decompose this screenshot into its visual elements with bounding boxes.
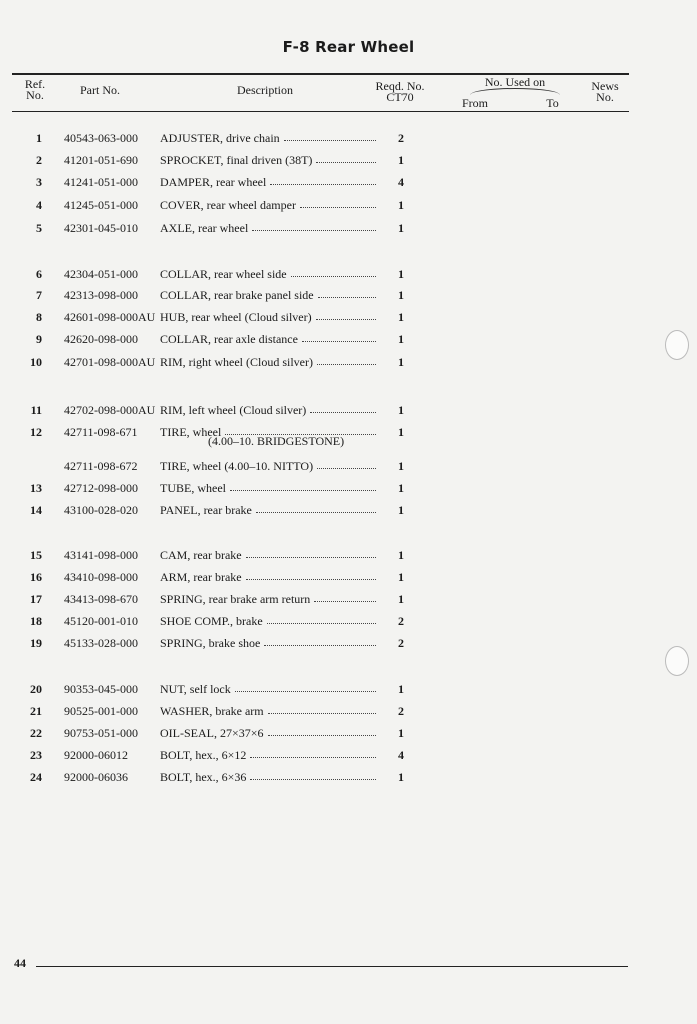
required-quantity: 1 xyxy=(398,332,404,346)
required-quantity: 1 xyxy=(398,425,404,439)
ref-number: 4 xyxy=(36,198,42,212)
ref-number: 9 xyxy=(36,332,42,346)
binder-hole xyxy=(665,330,689,360)
required-quantity: 1 xyxy=(398,481,404,495)
header-from: From xyxy=(461,96,488,110)
part-number: 42620-098-000 xyxy=(64,332,138,346)
part-number: 43413-098-670 xyxy=(64,592,138,606)
page-title: F-8 Rear Wheel xyxy=(282,38,415,56)
table-row xyxy=(0,355,697,371)
part-number: 41245-051-000 xyxy=(64,198,138,212)
table-row xyxy=(0,198,697,214)
required-quantity: 1 xyxy=(398,592,404,606)
ref-number: 16 xyxy=(30,570,42,584)
leader-dots xyxy=(314,601,376,602)
part-description: COLLAR, rear wheel side xyxy=(160,267,287,281)
table-row xyxy=(0,770,697,786)
part-description: NUT, self lock xyxy=(160,682,231,696)
part-description: RIM, right wheel (Cloud silver) xyxy=(160,355,313,369)
required-quantity: 1 xyxy=(398,459,404,473)
header-description: Description xyxy=(237,83,293,97)
part-number: 42301-045-010 xyxy=(64,221,138,235)
part-description: COLLAR, rear brake panel side xyxy=(160,288,314,302)
footer-rule xyxy=(36,966,628,967)
leader-dots xyxy=(270,184,376,185)
leader-dots xyxy=(310,412,376,413)
part-description: AXLE, rear wheel xyxy=(160,221,249,235)
leader-dots xyxy=(284,140,376,141)
table-row xyxy=(0,267,697,283)
table-row xyxy=(0,726,697,742)
header-reqd-no xyxy=(365,81,435,103)
part-description: BOLT, hex., 6×36 xyxy=(160,770,247,784)
part-number: 41201-051-690 xyxy=(64,153,138,167)
ref-number: 18 xyxy=(30,614,42,628)
page-number: 44 xyxy=(14,956,26,970)
leader-dots xyxy=(300,207,376,208)
leader-dots xyxy=(235,691,376,692)
table-row xyxy=(0,503,697,519)
part-description: ADJUSTER, drive chain xyxy=(160,131,280,145)
part-number: 42701-098-000AU xyxy=(64,355,156,369)
leader-dots xyxy=(317,364,376,365)
part-number: 90525-001-000 xyxy=(64,704,138,718)
header-model: CT70 xyxy=(386,90,414,104)
ref-number: 17 xyxy=(30,592,42,606)
table-row xyxy=(0,221,697,237)
part-description: DAMPER, rear wheel xyxy=(160,175,267,189)
part-number: 45120-001-010 xyxy=(64,614,138,628)
leader-dots xyxy=(256,512,376,513)
header-to: To xyxy=(546,96,559,110)
ref-number: 24 xyxy=(30,770,42,784)
part-description: SHOE COMP., brake xyxy=(160,614,263,628)
required-quantity: 2 xyxy=(398,704,404,718)
part-number: 43141-098-000 xyxy=(64,548,138,562)
required-quantity: 1 xyxy=(398,770,404,784)
part-number: 42304-051-000 xyxy=(64,267,138,281)
required-quantity: 1 xyxy=(398,548,404,562)
part-description-continued: (4.00–10. BRIDGESTONE) xyxy=(208,434,345,448)
required-quantity: 1 xyxy=(398,503,404,517)
header-news-line2: No. xyxy=(596,90,614,104)
part-description: TUBE, wheel xyxy=(160,481,226,495)
ref-number: 11 xyxy=(30,403,42,417)
leader-dots xyxy=(230,490,376,491)
part-number: 43100-028-020 xyxy=(64,503,138,517)
ref-number: 12 xyxy=(30,425,42,439)
leader-dots xyxy=(267,623,376,624)
table-row xyxy=(0,636,697,652)
ref-number: 19 xyxy=(30,636,42,650)
required-quantity: 4 xyxy=(398,175,404,189)
part-description: PANEL, rear brake xyxy=(160,503,252,517)
part-description: TIRE, wheel (4.00–10. NITTO) xyxy=(160,459,314,473)
table-row xyxy=(0,425,697,441)
required-quantity: 1 xyxy=(398,288,404,302)
required-quantity: 1 xyxy=(398,682,404,696)
part-number: 40543-063-000 xyxy=(64,131,138,145)
leader-dots xyxy=(264,645,376,646)
required-quantity: 1 xyxy=(398,310,404,324)
ref-number: 6 xyxy=(36,267,42,281)
leader-dots xyxy=(302,341,376,342)
part-description: OIL-SEAL, 27×37×6 xyxy=(160,726,264,740)
header-ref xyxy=(20,79,50,101)
part-number: 92000-06036 xyxy=(64,770,128,784)
part-description: COVER, rear wheel damper xyxy=(160,198,296,212)
ref-number: 7 xyxy=(36,288,42,302)
part-description: TIRE, wheel xyxy=(160,425,222,439)
table-row xyxy=(0,481,697,497)
leader-dots xyxy=(318,297,376,298)
ref-number: 14 xyxy=(30,503,42,517)
part-number: 42711-098-671 xyxy=(64,425,138,439)
part-description: ARM, rear brake xyxy=(160,570,242,584)
required-quantity: 4 xyxy=(398,748,404,762)
ref-number: 8 xyxy=(36,310,42,324)
table-row xyxy=(0,682,697,698)
leader-dots xyxy=(246,579,376,580)
part-number: 90353-045-000 xyxy=(64,682,138,696)
required-quantity: 2 xyxy=(398,636,404,650)
required-quantity: 1 xyxy=(398,403,404,417)
part-number: 90753-051-000 xyxy=(64,726,138,740)
ref-number: 23 xyxy=(30,748,42,762)
part-description: SPRING, rear brake arm return xyxy=(160,592,311,606)
part-number: 42711-098-672 xyxy=(64,459,138,473)
part-number: 42702-098-000AU xyxy=(64,403,156,417)
table-row xyxy=(0,332,697,348)
ref-number: 21 xyxy=(30,704,42,718)
required-quantity: 1 xyxy=(398,726,404,740)
part-number: 92000-06012 xyxy=(64,748,128,762)
part-number: 42313-098-000 xyxy=(64,288,138,302)
part-description: SPROCKET, final driven (38T) xyxy=(160,153,313,167)
ref-number: 1 xyxy=(36,131,42,145)
leader-dots xyxy=(316,162,376,163)
table-row xyxy=(0,548,697,564)
header-part-no: Part No. xyxy=(80,83,120,97)
part-number: 41241-051-000 xyxy=(64,175,138,189)
ref-number: 20 xyxy=(30,682,42,696)
ref-number: 22 xyxy=(30,726,42,740)
leader-dots xyxy=(250,757,376,758)
required-quantity: 1 xyxy=(398,570,404,584)
table-row xyxy=(0,131,697,147)
leader-dots xyxy=(252,230,376,231)
table-row xyxy=(0,592,697,608)
required-quantity: 2 xyxy=(398,614,404,628)
table-row xyxy=(0,570,697,586)
leader-dots xyxy=(316,319,376,320)
ref-number: 5 xyxy=(36,221,42,235)
header-ref-line2: No. xyxy=(26,88,44,102)
table-row xyxy=(0,459,697,475)
ref-number: 15 xyxy=(30,548,42,562)
table-row xyxy=(0,310,697,326)
table-row xyxy=(0,748,697,764)
part-description: RIM, left wheel (Cloud silver) xyxy=(160,403,307,417)
header-bottom-rule xyxy=(12,111,629,112)
part-number: 42601-098-000AU xyxy=(64,310,156,324)
ref-number: 3 xyxy=(36,175,42,189)
leader-dots xyxy=(268,735,376,736)
part-description: BOLT, hex., 6×12 xyxy=(160,748,247,762)
used-on-brace xyxy=(470,88,560,95)
ref-number: 10 xyxy=(30,355,42,369)
part-number: 45133-028-000 xyxy=(64,636,138,650)
table-row xyxy=(0,175,697,191)
part-description: SPRING, brake shoe xyxy=(160,636,261,650)
table-row xyxy=(0,704,697,720)
part-number: 42712-098-000 xyxy=(64,481,138,495)
ref-number: 13 xyxy=(30,481,42,495)
required-quantity: 1 xyxy=(398,221,404,235)
required-quantity: 1 xyxy=(398,355,404,369)
binder-hole xyxy=(665,646,689,676)
required-quantity: 2 xyxy=(398,131,404,145)
header-news-line1: News xyxy=(591,79,619,93)
header-reqd-label: Reqd. No. xyxy=(375,79,425,93)
part-description: COLLAR, rear axle distance xyxy=(160,332,298,346)
part-number: 43410-098-000 xyxy=(64,570,138,584)
leader-dots xyxy=(291,276,376,277)
part-description: CAM, rear brake xyxy=(160,548,242,562)
part-description: WASHER, brake arm xyxy=(160,704,264,718)
table-row xyxy=(0,288,697,304)
table-row xyxy=(0,153,697,169)
required-quantity: 1 xyxy=(398,153,404,167)
required-quantity: 1 xyxy=(398,198,404,212)
table-row xyxy=(0,614,697,630)
leader-dots xyxy=(246,557,376,558)
header-used-on: No. Used on xyxy=(484,75,546,89)
leader-dots xyxy=(317,468,376,469)
ref-number: 2 xyxy=(36,153,42,167)
part-description: HUB, rear wheel (Cloud silver) xyxy=(160,310,312,324)
leader-dots xyxy=(250,779,376,780)
header-news xyxy=(580,81,630,103)
required-quantity: 1 xyxy=(398,267,404,281)
leader-dots xyxy=(268,713,376,714)
header-ref-line1: Ref. xyxy=(24,77,46,91)
table-row xyxy=(0,403,697,419)
